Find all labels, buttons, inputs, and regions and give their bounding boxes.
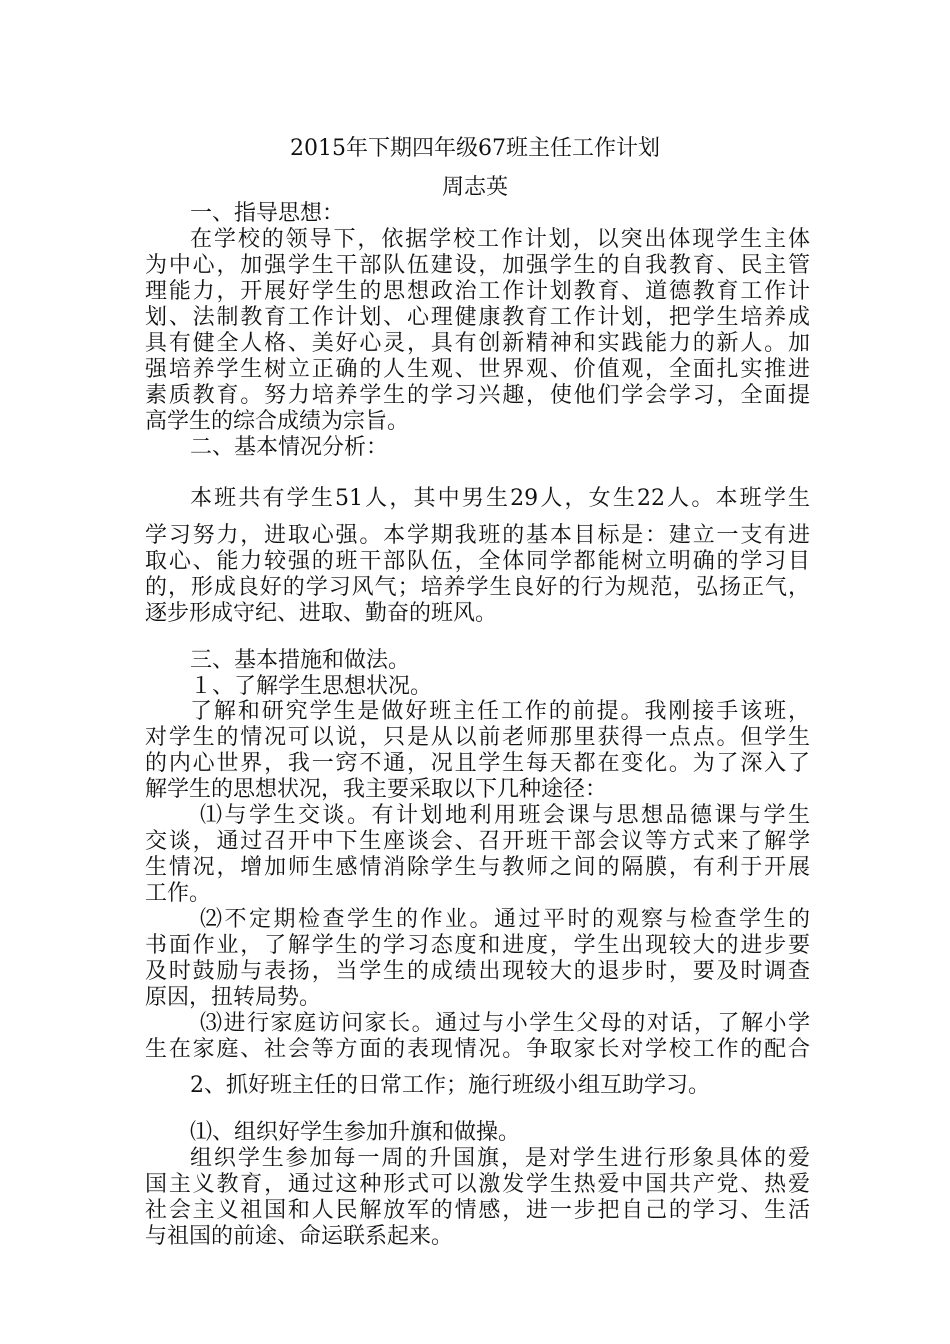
paragraph-line: 素质教育。努力培养学生的学习兴趣，使他们学会学习，全面提 <box>145 383 810 408</box>
paragraph-line: 及时鼓励与表扬，当学生的成绩出现较大的退步时，要及时调查 <box>145 959 810 984</box>
paragraph-line: 学习努力，进取心强。本学期我班的基本目标是：建立一支有进 <box>145 523 810 548</box>
section-heading: 三、基本措施和做法。 <box>190 648 411 673</box>
paragraph-line: 本班共有学生51人，其中男生29人，女生22人。本班学生 <box>190 486 810 511</box>
paragraph-line: 原因，扭转局势。 <box>145 985 322 1010</box>
paragraph-line: 组织学生参加每一周的升国旗，是对学生进行形象具体的爱 <box>190 1146 810 1171</box>
paragraph-line: 书面作业，了解学生的学习态度和进度，学生出现较大的进步要 <box>145 933 810 958</box>
paragraph-line: 取心、能力较强的班干部队伍，全体同学都能树立明确的学习目 <box>145 549 810 574</box>
paragraph-line: 在学校的领导下，依据学校工作计划，以突出体现学生主体 <box>190 227 810 252</box>
paragraph-line: ⑴与学生交谈。有计划地利用班会课与思想品德课与学生 <box>200 803 810 828</box>
paragraph-line: 生在家庭、社会等方面的表现情况。争取家长对学校工作的配合 <box>145 1037 810 1062</box>
paragraph-line: 解学生的思想状况，我主要采取以下几种途径： <box>145 777 608 802</box>
subsection-heading: 2、抓好班主任的日常工作；施行班级小组互助学习。 <box>190 1073 710 1098</box>
subsection-heading: ⑴、组织好学生参加升旗和做操。 <box>190 1120 521 1145</box>
paragraph-line: 国主义教育，通过这种形式可以激发学生热爱中国共产党、热爱 <box>145 1172 810 1197</box>
subsection-heading: １、了解学生思想状况。 <box>190 674 433 699</box>
section-heading: 二、基本情况分析： <box>190 435 389 460</box>
document-author: 周志英 <box>441 175 508 200</box>
paragraph-line: 社会主义祖国和人民解放军的情感，进一步把自己的学习、生活 <box>145 1198 810 1223</box>
paragraph-line: 的，形成良好的学习风气；培养学生良好的行为规范，弘扬正气， <box>145 575 810 600</box>
paragraph-line: 生情况，增加师生感情消除学生与教师之间的隔膜，有利于开展 <box>145 855 810 880</box>
paragraph-line: 具有健全人格、美好心灵，具有创新精神和实践能力的新人。加 <box>145 331 810 356</box>
paragraph-line: 强培养学生树立正确的人生观、世界观、价值观，全面扎实推进 <box>145 357 810 382</box>
paragraph-line: 逐步形成守纪、进取、勤奋的班风。 <box>145 601 498 626</box>
section-heading: 一、指导思想： <box>190 201 345 226</box>
paragraph-line: 工作。 <box>145 881 212 906</box>
paragraph-line: 了解和研究学生是做好班主任工作的前提。我刚接手该班， <box>190 699 810 724</box>
paragraph-line: 交谈，通过召开中下生座谈会、召开班干部会议等方式来了解学 <box>145 829 810 854</box>
document-title: 2015年下期四年级67班主任工作计划 <box>290 136 660 161</box>
paragraph-line: 对学生的情况可以说，只是从以前老师那里获得一点点。但学生 <box>145 725 810 750</box>
paragraph-line: 高学生的综合成绩为宗旨。 <box>145 409 410 434</box>
paragraph-line: 与祖国的前途、命运联系起来。 <box>145 1224 454 1249</box>
paragraph-line: ⑵不定期检查学生的作业。通过平时的观察与检查学生的 <box>200 907 810 932</box>
paragraph-line: 理能力，开展好学生的思想政治工作计划教育、道德教育工作计 <box>145 279 810 304</box>
paragraph-line: 的内心世界，我一窍不通，况且学生每天都在变化。为了深入了 <box>145 751 810 776</box>
paragraph-line: 划、法制教育工作计划、心理健康教育工作计划，把学生培养成 <box>145 305 810 330</box>
paragraph-line: ⑶进行家庭访问家长。通过与小学生父母的对话，了解小学 <box>200 1011 810 1036</box>
paragraph-line: 为中心，加强学生干部队伍建设，加强学生的自我教育、民主管 <box>145 253 810 278</box>
